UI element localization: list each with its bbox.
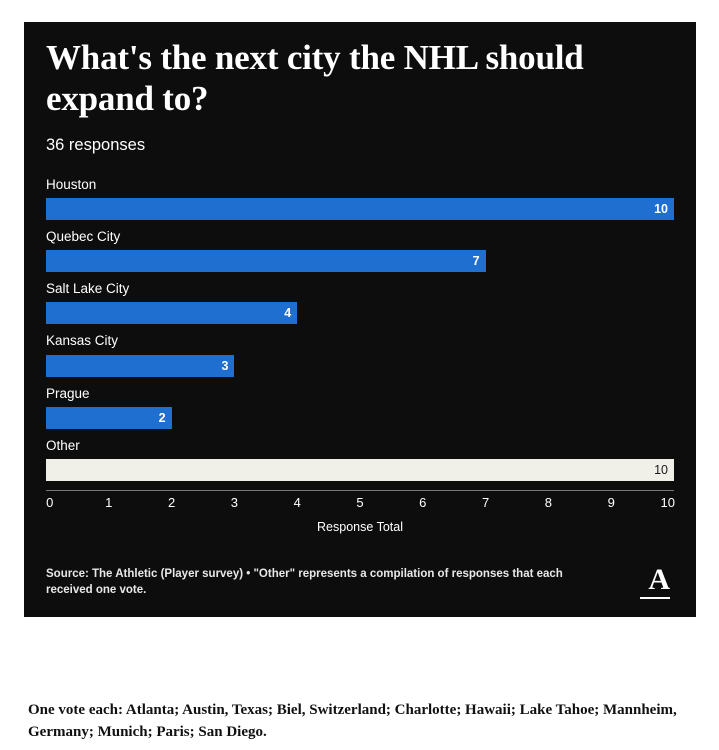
bar-group bbox=[46, 281, 674, 324]
figure-caption: One vote each: Atlanta; Austin, Texas; Biel, Switzerland; Charlotte; Hawaii; Lake Tahoe; Mannheim, Germany; Munich; Paris; San Diego. bbox=[28, 702, 677, 740]
bar-value-label: 10 bbox=[654, 202, 668, 217]
bar-category-label: Quebec City bbox=[46, 229, 121, 245]
bar-group bbox=[46, 229, 674, 272]
bar-fill bbox=[46, 355, 234, 377]
bar-group bbox=[46, 177, 674, 220]
logo-underline bbox=[640, 597, 670, 599]
the-athletic-logo: A bbox=[648, 563, 670, 596]
x-axis-tick: 4 bbox=[293, 495, 301, 510]
x-axis-line bbox=[46, 490, 674, 491]
bar-track bbox=[46, 355, 674, 377]
bar-category-label: Prague bbox=[46, 385, 90, 401]
bar-value-label: 10 bbox=[654, 463, 668, 477]
bar-value-label: 2 bbox=[158, 410, 166, 425]
bar-group bbox=[46, 438, 674, 481]
bar-category-label: Salt Lake City bbox=[46, 281, 130, 297]
chart-card-inner bbox=[46, 38, 674, 605]
bar-track bbox=[46, 198, 674, 220]
bar-group bbox=[46, 333, 674, 376]
bar-track bbox=[46, 302, 674, 324]
chart-card bbox=[24, 22, 696, 617]
bar-track bbox=[46, 407, 674, 429]
x-axis bbox=[46, 490, 674, 516]
bar-group bbox=[46, 386, 674, 429]
bar-fill bbox=[46, 459, 674, 481]
x-axis-tick: 1 bbox=[105, 495, 113, 510]
chart-source-note: Source: The Athletic (Player survey) • "Other" represents a compilation of responses that each received one vote. bbox=[46, 567, 563, 597]
x-axis-tick: 0 bbox=[46, 495, 54, 510]
chart-title: What's the next city the NHL should expand to? bbox=[46, 38, 584, 118]
bar-fill bbox=[46, 250, 486, 272]
bar-track bbox=[46, 250, 674, 272]
x-axis-tick: 10 bbox=[660, 495, 675, 510]
bar-fill bbox=[46, 198, 674, 220]
x-axis-tick: 6 bbox=[419, 495, 427, 510]
x-axis-label: Response Total bbox=[317, 520, 403, 534]
bar-fill bbox=[46, 302, 297, 324]
x-axis-tick: 5 bbox=[356, 495, 364, 510]
bar-category-label: Kansas City bbox=[46, 333, 119, 349]
bar-category-label: Houston bbox=[46, 176, 97, 192]
bar-value-label: 7 bbox=[472, 254, 480, 269]
bar-category-label: Other bbox=[46, 437, 80, 453]
chart-subtitle: 36 responses bbox=[46, 135, 146, 154]
bar-value-label: 4 bbox=[284, 306, 292, 321]
bar-fill bbox=[46, 407, 172, 429]
bar-track bbox=[46, 459, 674, 481]
x-axis-tick: 9 bbox=[607, 495, 615, 510]
x-axis-tick: 8 bbox=[544, 495, 553, 510]
x-axis-tick: 7 bbox=[481, 495, 490, 510]
bar-value-label: 3 bbox=[221, 358, 229, 373]
x-axis-tick: 2 bbox=[167, 495, 176, 510]
x-axis-tick: 3 bbox=[230, 495, 239, 510]
bar-chart-plot bbox=[46, 177, 674, 534]
